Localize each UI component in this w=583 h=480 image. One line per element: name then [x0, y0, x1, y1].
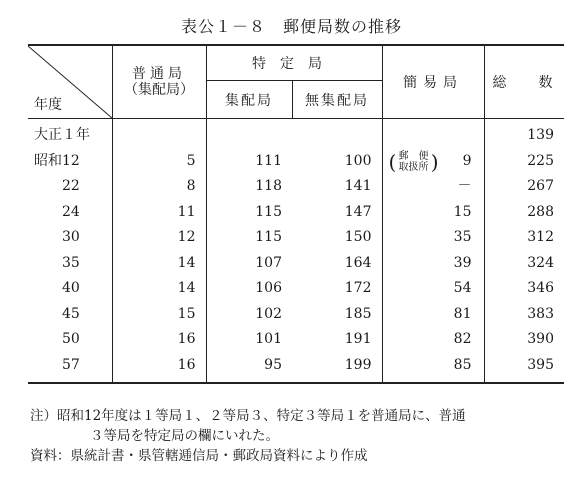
sosu-cell: 346 — [527, 280, 554, 296]
mushuhai-cell: 164 — [292, 251, 382, 277]
futsu-label: 普通局 — [132, 66, 186, 82]
year-column-label: 年度 — [34, 97, 62, 113]
year-cell: 24 — [28, 200, 112, 226]
table-row — [28, 200, 564, 226]
year-cell: 大正１年 — [28, 119, 112, 149]
shuhai-cell: 102 — [255, 305, 282, 322]
mushuhai-cell: 147 — [292, 200, 382, 226]
tokutei-group-header: 特定局 — [206, 45, 382, 81]
table-row — [28, 225, 564, 251]
year-cell: 30 — [28, 225, 112, 251]
futsu-cell: 14 — [112, 251, 206, 277]
table-row — [28, 149, 564, 175]
year-cell: 昭和12 — [28, 149, 112, 175]
mushuhai-cell: 141 — [292, 174, 382, 200]
kan-i-cell: 39 — [382, 251, 484, 277]
kan-i-note: ( 郵 便 取扱所 ) — [388, 149, 439, 174]
mushuhai-cell: 199 — [292, 353, 382, 384]
mushuhai-cell: 100 — [292, 149, 382, 175]
kan-i-value: 9 — [462, 152, 472, 169]
sosu-cell: 312 — [527, 229, 554, 245]
sosu-cell: 390 — [527, 331, 554, 347]
futsu-cell: 11 — [112, 200, 206, 226]
futsu-cell — [112, 119, 206, 149]
shuhai-cell: 107 — [255, 254, 282, 271]
table-row — [28, 276, 564, 302]
kan-i-header: 簡易局 — [382, 45, 484, 119]
table-row — [28, 251, 564, 277]
table-notes — [30, 406, 570, 466]
mushuhai-cell: 191 — [292, 327, 382, 353]
table-row — [28, 119, 564, 149]
table-title: 表公１－８ 郵便局数の推移 — [180, 17, 402, 36]
kan-i-cell — [382, 149, 484, 175]
kan-i-note-line1: 郵 便 — [398, 150, 429, 162]
source-note: 資料：県統計書・県管轄逓信局・郵政局資料により作成 — [30, 448, 368, 464]
sosu-cell: 288 — [527, 203, 554, 220]
shuhai-cell: 101 — [255, 331, 282, 347]
futsu-cell: 8 — [112, 174, 206, 200]
year-cell: 40 — [28, 276, 112, 302]
mushuhai-cell — [292, 119, 382, 149]
table-row — [28, 327, 564, 353]
mushuhai-cell: 185 — [292, 302, 382, 328]
sosu-cell: 267 — [527, 178, 554, 194]
shuhai-cell — [206, 119, 292, 149]
futsu-cell: 14 — [112, 276, 206, 302]
kan-i-cell: 81 — [382, 302, 484, 328]
kan-i-cell: 54 — [382, 276, 484, 302]
table-body — [28, 119, 564, 384]
sosu-label-a: 総 — [492, 75, 507, 91]
corner-header — [28, 45, 112, 119]
kan-i-cell: 35 — [382, 225, 484, 251]
note-line-1: 注）昭和12年度は１等局１、２等局３、特定３等局１を普通局に、普通 — [30, 408, 466, 424]
table-row — [28, 174, 564, 200]
mushuhai-header: 無集配局 — [292, 81, 382, 119]
post-office-table — [28, 44, 564, 384]
kan-i-cell: 15 — [382, 200, 484, 226]
futsu-cell: 15 — [112, 302, 206, 328]
sosu-cell: 225 — [527, 152, 554, 169]
year-cell: 35 — [28, 251, 112, 277]
sosu-cell: 383 — [527, 305, 554, 322]
sosu-header — [484, 45, 564, 119]
shuhai-cell: 95 — [264, 356, 282, 373]
kan-i-cell — [382, 119, 484, 149]
year-cell: 22 — [28, 174, 112, 200]
shuhai-cell: 111 — [255, 152, 282, 169]
futsu-header — [112, 45, 206, 119]
kan-i-note-line2: 取扱所 — [398, 161, 429, 173]
shuhai-header: 集配局 — [206, 81, 292, 119]
sosu-cell: 139 — [527, 127, 554, 143]
futsu-cell: 12 — [112, 225, 206, 251]
futsu-cell: 16 — [112, 353, 206, 384]
note-line-2: ３等局を特定局の欄にいれた。 — [90, 428, 279, 444]
shuhai-cell: 106 — [255, 280, 282, 296]
shuhai-cell: 115 — [255, 229, 282, 245]
futsu-cell: 5 — [112, 149, 206, 175]
sosu-cell: 324 — [527, 254, 554, 271]
futsu-sublabel: （集配局） — [124, 82, 194, 98]
futsu-cell: 16 — [112, 327, 206, 353]
shuhai-cell: 118 — [255, 178, 282, 194]
kan-i-cell: 85 — [382, 353, 484, 384]
sosu-label-b: 数 — [538, 75, 553, 91]
year-cell: 57 — [28, 353, 112, 384]
table-row — [28, 302, 564, 328]
kan-i-cell: － — [382, 174, 484, 200]
kan-i-cell: 82 — [382, 327, 484, 353]
year-cell: 45 — [28, 302, 112, 328]
year-cell: 50 — [28, 327, 112, 353]
shuhai-cell: 115 — [255, 203, 282, 220]
mushuhai-cell: 150 — [292, 225, 382, 251]
mushuhai-cell: 172 — [292, 276, 382, 302]
sosu-cell: 395 — [527, 356, 554, 373]
table-row — [28, 353, 564, 384]
